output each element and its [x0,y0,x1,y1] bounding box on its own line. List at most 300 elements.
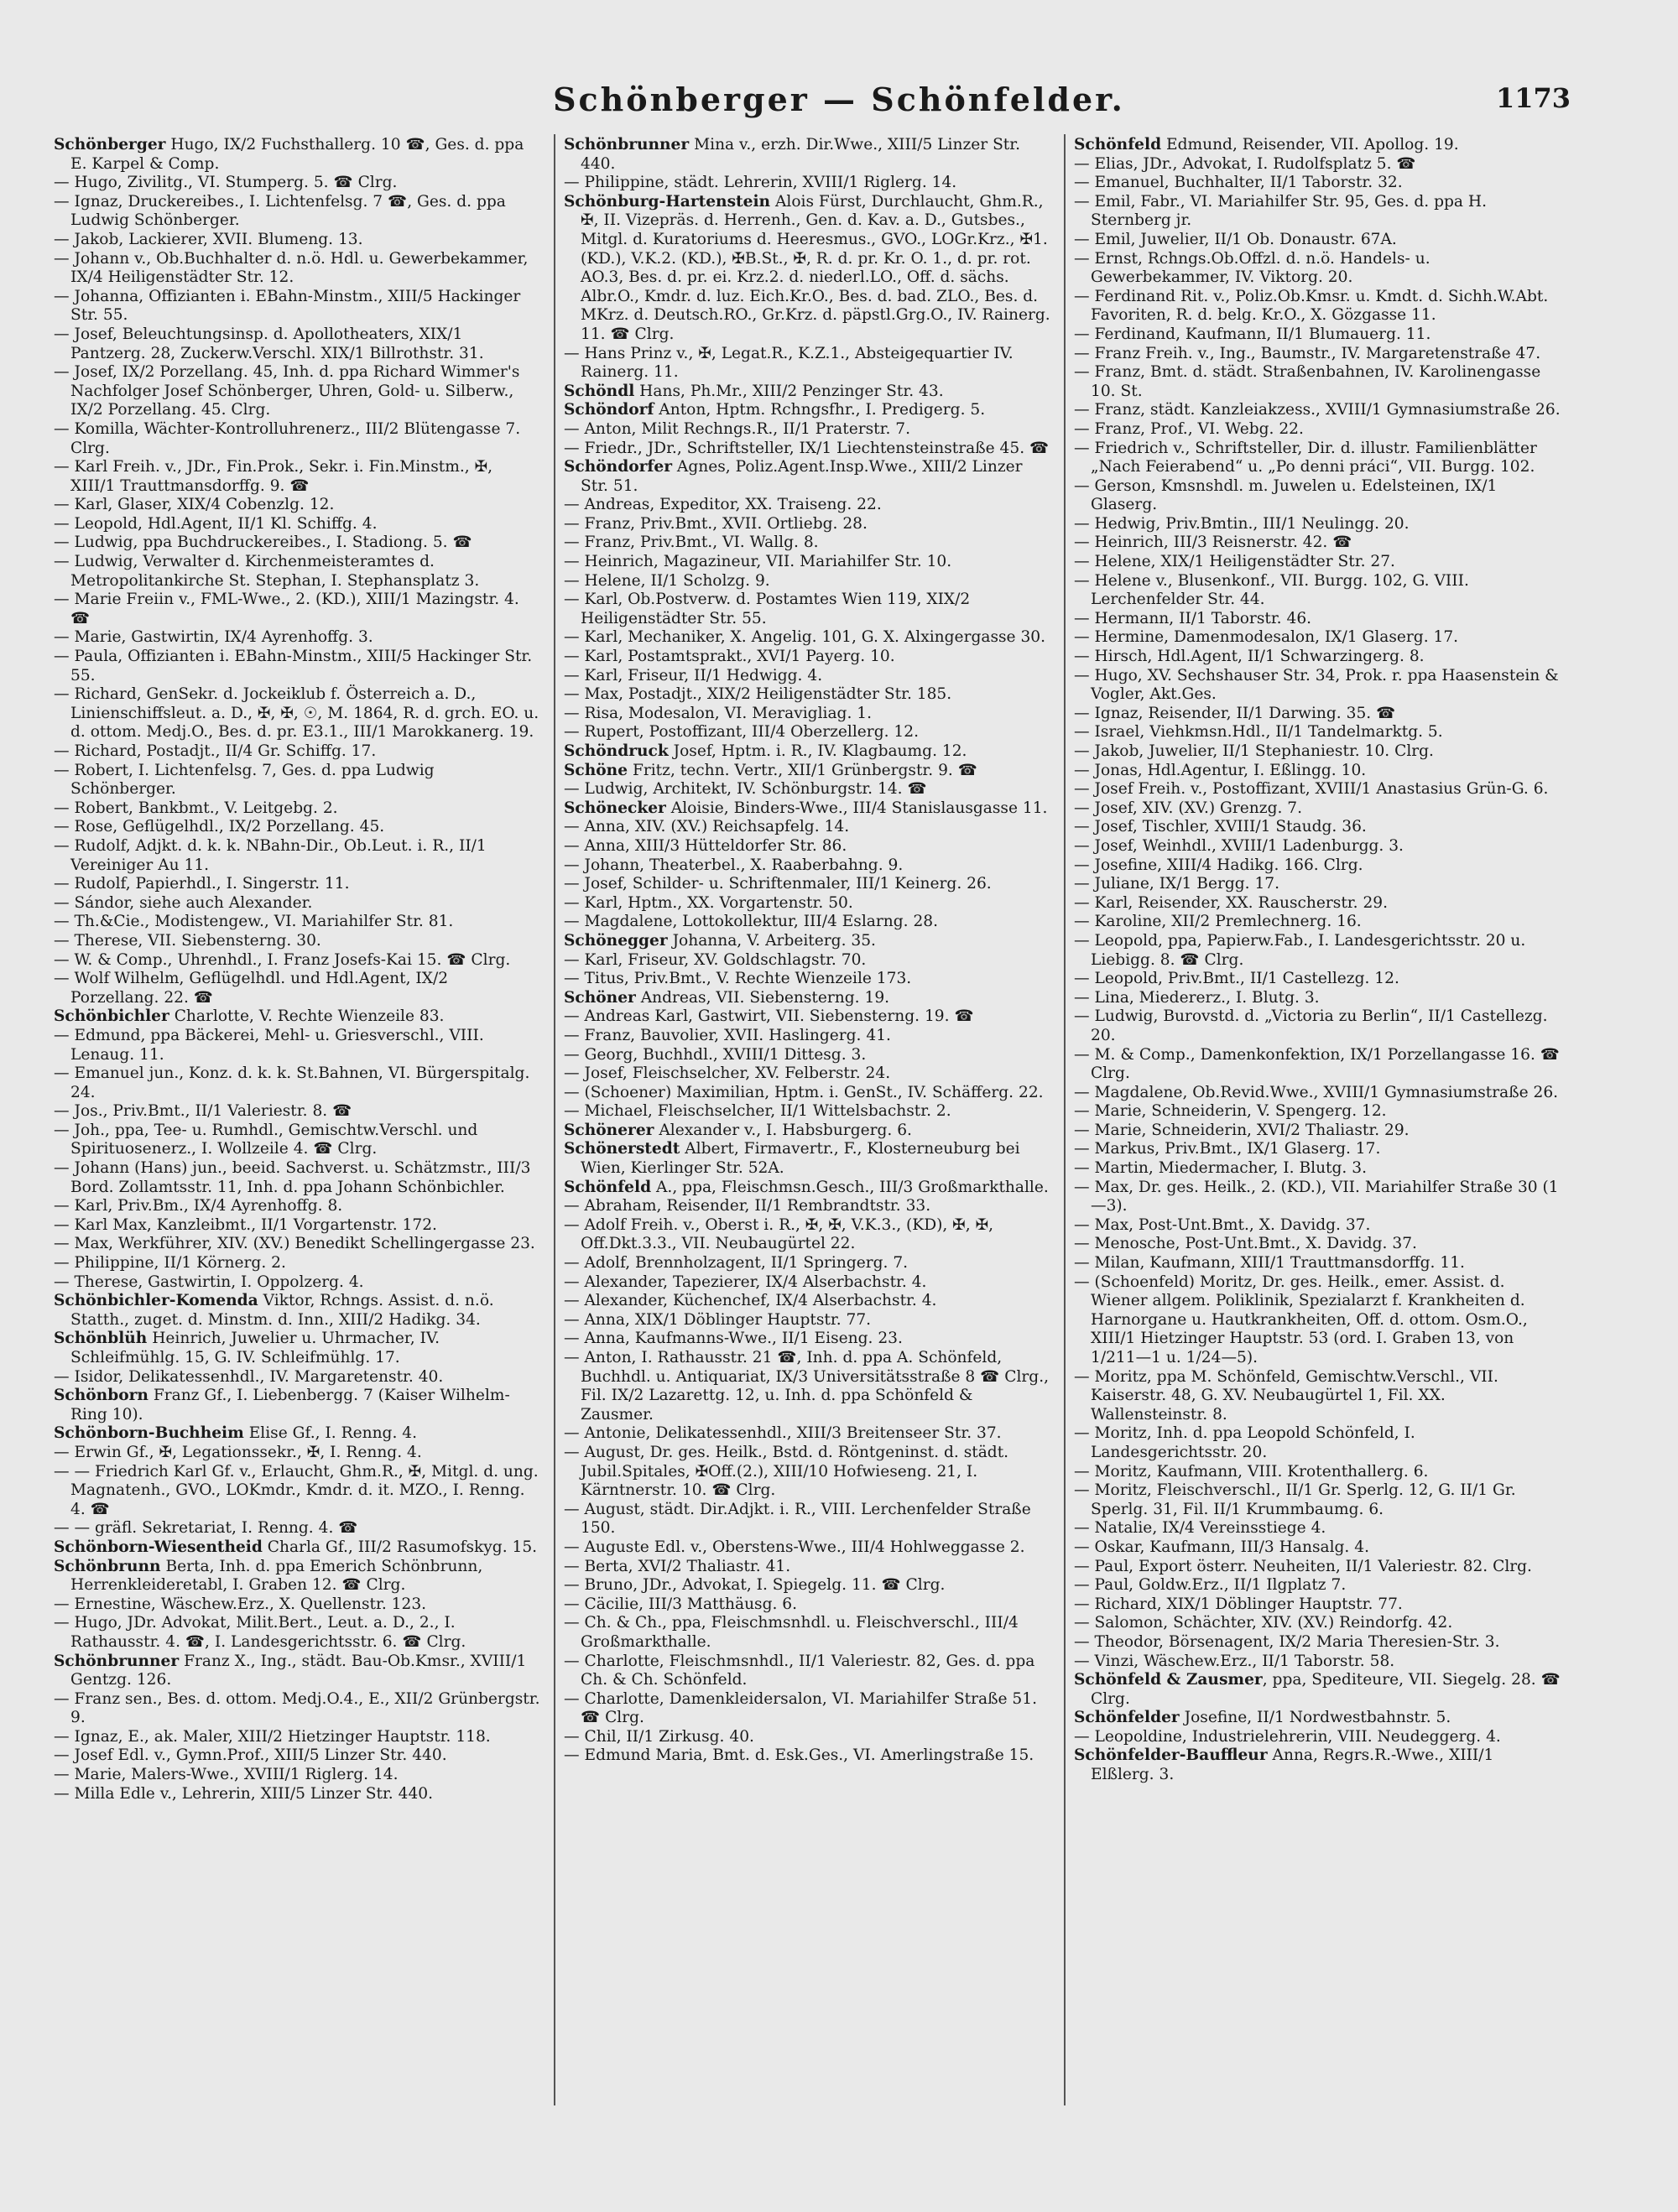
directory-entry [564,667,1050,686]
directory-entry [54,533,540,553]
directory-entry [1074,533,1561,553]
entry-details: — Max, Dr. ges. Heilk., 2. (KD.), VII. Mariahilfer Straße 30 (1—3). [1074,1178,1559,1215]
directory-entry [564,1102,1050,1122]
entry-surname: Schönbichler-Komenda [54,1292,258,1310]
entry-details: Elise Gf., I. Renng. 4. [243,1424,418,1443]
entry-surname: Schönborn-Wiesentheid [54,1538,263,1556]
entry-details: — Auguste Edl. v., Oberstens-Wwe., III/4 Hohlweggasse 2. [564,1538,1025,1556]
entry-details: — Joh., ppa, Tee- u. Rumhdl., Gemischtw.Verschl. und Spirituosenerz., I. Wollzeile 4. ☎ Clrg. [54,1121,478,1158]
directory-entry [564,1064,1050,1084]
entry-details: — — Friedrich Karl Gf. v., Erlaucht, Ghm.R., ✠, Mitgl. d. ung. Magnatenh., GVO., LOKmdr., Kmdr. d. it. MZO., I. Renng. 4. ☎ [54,1462,539,1518]
entry-details: — Vinzi, Wäschew.Erz., II/1 Taborstr. 58. [1074,1652,1395,1670]
directory-entry [1074,1140,1561,1159]
entry-details: Josefine, II/1 Nordwestbahnstr. 5. [1179,1709,1451,1727]
directory-entry [1074,1102,1561,1122]
directory-entry [54,515,540,534]
entry-details: — Josef, Schilder- u. Schriftenmaler, III/1 Keinerg. 26. [564,875,992,893]
entry-details: — Anton, Milit Rechngs.R., II/1 Praterstr. 7. [564,419,911,438]
entry-details: A., ppa, Fleischmsn.Gesch., III/3 Großmarkthalle. [651,1178,1049,1196]
entry-surname: Schönbichler [54,1007,169,1026]
entry-details: — Adolf, Brennholzagent, II/1 Springerg. 7. [564,1254,909,1273]
entry-details: Franz Gf., I. Liebenbergg. 7 (Kaiser Wilhelm-Ring 10). [70,1387,510,1423]
entry-details: — Ch. & Ch., ppa, Fleischmsnhdl. u. Fleischverschl., III/4 Großmarkthalle. [564,1614,1019,1651]
entry-details: Josef, Hptm. i. R., IV. Klagbaumg. 12. [668,742,967,760]
directory-entry [1074,894,1561,913]
entry-details: — Hedwig, Priv.Bmtin., III/1 Neulingg. 20. [1074,514,1410,533]
directory-entry [564,1728,1050,1747]
entry-details: — Friedr., JDr., Schriftsteller, IX/1 Liechtensteinstraße 45. ☎ [564,439,1050,457]
directory-entry [1074,1746,1561,1784]
entry-details: — Edmund, ppa Bäckerei, Mehl- u. Griesverschl., VIII. Lenaug. 11. [54,1026,484,1064]
entry-details: — Salomon, Schächter, XIV. (XV.) Reindorfg. 42. [1074,1614,1453,1632]
directory-entry [54,288,540,325]
entry-details: — Ignaz, E., ak. Maler, XIII/2 Hietzinger Hauptstr. 118. [54,1727,491,1746]
entry-surname: Schönberger [54,136,166,154]
entry-details: — Jakob, Lackierer, XVII. Blumeng. 13. [54,230,363,248]
directory-entry [1074,1084,1561,1103]
directory-entry [54,1519,540,1538]
entry-details: — Rose, Geflügelhdl., IX/2 Porzellang. 45. [54,818,385,836]
entry-details: — Hugo, Zivilitg., VI. Stumperg. 5. ☎ Clrg. [54,174,398,192]
entry-details: Heinrich, Juwelier u. Uhrmacher, IV. Schleifmühlg. 15, G. IV. Schleifmühlg. 17. [70,1330,440,1366]
entry-surname: Schönbrunner [564,136,690,154]
entry-details: — Heinrich, III/3 Reisnerstr. 42. ☎ [1074,533,1352,552]
directory-entry [1074,420,1561,440]
directory-entry [564,496,1050,515]
entry-details: — Hirsch, Hdl.Agent, II/1 Schwarzingerg. 8. [1074,648,1425,666]
entry-details: — Franz, Prof., VI. Webg. 22. [1074,419,1304,438]
directory-entry [54,1027,540,1064]
entry-details: — Ludwig, Architekt, IV. Schönburgstr. 14. ☎ [564,780,927,799]
directory-entry [564,1140,1050,1178]
entry-surname: Schönfelder [1074,1709,1180,1727]
directory-entry [54,250,540,288]
entry-details: — Marie, Malers-Wwe., XVIII/1 Riglerg. 14. [54,1766,399,1784]
entry-details: — Anton, I. Rathausstr. 21 ☎, Inh. d. ppa A. Schönfeld, Buchhdl. u. Antiquariat, IX/3 Universitätsstraße 8 ☎ Clrg., Fil. IX/2 Lazarettg. 12, u. Inh. d. ppa Schönfeld & Zausmer. [564,1349,1050,1423]
directory-entry [564,894,1050,913]
directory-entry [54,553,540,591]
column-3 [1074,136,1561,2149]
entry-details: — Max, Postadjt., XIX/2 Heiligenstädter Str. 185. [564,685,952,704]
entry-details: — M. & Comp., Damenkonfektion, IX/1 Porzellangasse 16. ☎ Clrg. [1074,1045,1560,1083]
directory-entry [564,970,1050,989]
column-divider [1064,134,1066,2105]
entry-surname: Schöndruck [564,742,669,760]
entry-details: — Karl, Priv.Bm., IX/4 Ayrenhoffg. 8. [54,1197,343,1215]
entry-details: — Karl, Reisender, XX. Rauscherstr. 29. [1074,893,1389,912]
directory-entry [564,1084,1050,1103]
directory-entry [54,1292,540,1330]
directory-entry [54,762,540,799]
directory-entry [564,1349,1050,1424]
directory-entry [54,1595,540,1615]
entry-details: — (Schoenfeld) Moritz, Dr. ges. Heilk., emer. Assist. d. Wiener allgem. Poliklinik, Spezialarzt f. Krankheiten d. Harnorgane u. Hautkrankheiten, Off. d. ottom. Osm.O., XIII/1 Hietzinger Hauptstr. 53 (ord. I. Graben 13, von 1/211—1 u. 1/24—5). [1074,1273,1528,1366]
entry-details: — Franz, Priv.Bmt., XVII. Ortliebg. 28. [564,514,868,533]
directory-entry [1074,136,1561,155]
entry-details: — Risa, Modesalon, VI. Meravigliag. 1. [564,704,873,722]
directory-entry [564,1197,1050,1216]
entry-details: — Paul, Export österr. Neuheiten, II/1 Valeriestr. 82. Clrg. [1074,1557,1532,1575]
entry-details: — Johann (Hans) jun., beeid. Sachverst. u. Schätzmstr., III/3 Bord. Zollamtsstr. 11, Inh. d. ppa Johann Schönbichler. [54,1159,531,1196]
directory-entry [54,1766,540,1785]
entry-surname: Schönerstedt [564,1140,680,1158]
directory-entry [54,174,540,193]
directory-entry [54,363,540,420]
entry-details: — Richard, GenSekr. d. Jockeiklub f. Österreich a. D., Linienschiffsleut. a. D., ✠, ✠, ☉, M. 1864, R. d. grch. EO. u. d. ottom. Medj.O., Bes. d. pr. E3.1., III/1 Marokkanerg. 19. [54,685,539,742]
entry-details: — Komilla, Wächter-Kontrolluhrenerz., III/2 Blütengasse 7. Clrg. [54,419,521,457]
directory-entry [54,1368,540,1387]
directory-entry [54,1652,540,1690]
entry-details: — Magdalene, Ob.Revid.Wwe., XVIII/1 Gymnasiumstraße 26. [1074,1083,1559,1101]
entry-surname: Schönecker [564,799,666,817]
entry-details: — Marie Freiin v., FML-Wwe., 2. (KD.), XIII/1 Mazingstr. 4. ☎ [54,591,519,627]
entry-details: — Moritz, Kaufmann, VIII. Krotenthallerg. 6. [1074,1462,1429,1481]
directory-entry [564,553,1050,572]
entry-surname: Schönbrunner [54,1652,180,1670]
entry-details: — Karoline, XII/2 Premlechnerg. 16. [1074,913,1362,931]
directory-entry [1074,970,1561,989]
directory-entry [1074,1576,1561,1595]
directory-entry [1074,742,1561,762]
entry-details: Agnes, Poliz.Agent.Insp.Wwe., XIII/2 Linzer Str. 51. [581,458,1023,495]
directory-entry [564,742,1050,762]
directory-entry [1074,401,1561,420]
directory-entry [54,818,540,837]
entry-details: Albert, Firmavertr., F., Klosterneuburg bei Wien, Kierlinger Str. 52A. [581,1140,1020,1178]
entry-details: — Helene, II/1 Scholzg. 9. [564,571,770,590]
directory-entry [564,533,1050,553]
entry-details: — Hermann, II/1 Taborstr. 46. [1074,609,1312,627]
entry-details: — Theodor, Börsenagent, IX/2 Maria Theresien-Str. 3. [1074,1632,1500,1651]
entry-details: — Natalie, IX/4 Vereinsstiege 4. [1074,1519,1326,1538]
directory-entry [1074,477,1561,515]
directory-entry [54,913,540,932]
directory-entry [1074,155,1561,174]
directory-entry [1074,174,1561,193]
directory-entry [54,136,540,174]
entry-details: — Bruno, JDr., Advokat, I. Spiegelg. 11. ☎ Clrg. [564,1576,946,1595]
directory-entry [1074,1424,1561,1462]
entry-details: — Karl, Mechaniker, X. Angelig. 101, G. X. Alxingergasse 30. [564,628,1046,647]
entry-details: — Anna, Kaufmanns-Wwe., II/1 Eiseng. 23. [564,1330,903,1348]
directory-entry [54,496,540,515]
entry-details: Franz X., Ing., städt. Bau-Ob.Kmsr., XVIII/1 Gentzg. 126. [70,1652,527,1689]
directory-entry [1074,1519,1561,1538]
entry-details: — Andreas, Expeditor, XX. Traiseng. 22. [564,496,882,514]
entry-details: — Th.&Cie., Modistengew., VI. Mariahilfer Str. 81. [54,913,454,931]
directory-entry [1074,610,1561,629]
entry-details: — Karl, Hptm., XX. Vorgartenstr. 50. [564,893,853,912]
entry-surname: Schönegger [564,931,668,950]
entry-surname: Schöner [564,988,636,1007]
entry-details: — Leopold, ppa, Papierw.Fab., I. Landesgerichtsstr. 20 u. Liebigg. 8. ☎ Clrg. [1074,931,1526,969]
directory-entry [1074,1481,1561,1519]
directory-entry [564,1046,1050,1065]
directory-entry [54,1102,540,1122]
directory-entry [564,951,1050,971]
directory-entry [54,875,540,894]
entry-surname: Schönerer [564,1121,654,1139]
column-1 [54,136,540,2149]
directory-entry [1074,1538,1561,1558]
entry-details: — Jonas, Hdl.Agentur, I. Eßlingg. 10. [1074,761,1367,779]
entry-details: — Karl Freih. v., JDr., Fin.Prok., Sekr. i. Fin.Minstm., ✠, XIII/1 Trauttmansdorffg. 9. ☎ [54,458,493,495]
entry-details: — Johanna, Offizianten i. EBahn-Minstm., XIII/5 Hackinger Str. 55. [54,287,521,325]
entry-details: — Moritz, ppa M. Schönfeld, Gemischtw.Verschl., VII. Kaiserstr. 48, G. XV. Neubaugürtel 1, Fil. XX. Wallensteinstr. 8. [1074,1367,1498,1423]
directory-entry [564,572,1050,591]
directory-entry [54,1216,540,1236]
entry-details: — Helene, XIX/1 Heiligenstädter Str. 27. [1074,553,1395,571]
entry-details: Berta, Inh. d. ppa Emerich Schönbrunn, Herrenkleideretabl, I. Graben 12. ☎ Clrg. [70,1557,483,1595]
entry-details: — W. & Comp., Uhrenhdl., I. Franz Josefs-Kai 15. ☎ Clrg. [54,950,511,969]
entry-details: — Moritz, Inh. d. ppa Leopold Schönfeld, I. Landesgerichtsstr. 20. [1074,1424,1415,1461]
directory-entry [564,401,1050,420]
entry-details: — Ferdinand, Kaufmann, II/1 Blumauerg. 11. [1074,325,1431,343]
entry-details: — Jakob, Juwelier, II/1 Stephaniestr. 10. Clrg. [1074,742,1434,760]
entry-details: — Magdalene, Lottokollektur, III/4 Eslarng. 28. [564,913,939,931]
entry-details: — Markus, Priv.Bmt., IX/1 Glaserg. 17. [1074,1140,1381,1158]
directory-entry [564,345,1050,383]
entry-details: — Helene v., Blusenkonf., VII. Burgg. 102, G. VIII. Lerchenfelder Str. 44. [1074,571,1469,609]
directory-entry [564,875,1050,894]
entry-surname: Schönblüh [54,1330,148,1348]
directory-entry [1074,1633,1561,1652]
entry-details: — Josef, Fleischselcher, XV. Felberstr. 24. [564,1064,891,1083]
entry-surname: Schöndorf [564,401,654,419]
directory-entry [564,1292,1050,1311]
entry-details: Anton, Hptm. Rchngsfhr., I. Predigerg. 5. [654,401,986,419]
entry-details: — Paul, Goldw.Erz., II/1 Ilgplatz 7. [1074,1576,1347,1595]
directory-entry [564,723,1050,742]
directory-entry [54,1463,540,1520]
entry-details: — Josef Edl. v., Gymn.Prof., XIII/5 Linzer Str. 440. [54,1746,447,1765]
directory-entry [54,894,540,913]
entry-details: — Josef, XIV. (XV.) Grenzg. 7. [1074,799,1303,817]
entry-details: Hugo, IX/2 Fuchsthallerg. 10 ☎, Ges. d. ppa E. Karpel & Comp. [70,136,524,173]
entry-details: — Anna, XIV. (XV.) Reichsapfelg. 14. [564,818,850,836]
column-divider [554,134,555,2105]
entry-details: — Gerson, Kmsnshdl. m. Juwelen u. Edelsteinen, IX/1 Glaserg. [1074,476,1498,514]
directory-entry [564,1576,1050,1595]
entry-details: — Franz Freih. v., Ing., Baumstr., IV. Margaretenstraße 47. [1074,344,1541,362]
entry-details: — Erwin Gf., ✠, Legationssekr., ✠, I. Renng. 4. [54,1443,422,1461]
directory-entry [54,1235,540,1254]
entry-surname: Schönborn [54,1387,149,1405]
directory-entry [564,1122,1050,1141]
entry-details: — Josef, Beleuchtungsinsp. d. Apollotheaters, XIX/1 Pantzerg. 28, Zuckerw.Verschl. XIX/1 Billrothstr. 31. [54,325,484,362]
directory-entry [564,799,1050,819]
entry-details: — Karl, Friseur, XV. Goldschlagstr. 70. [564,950,867,969]
entry-details: — Franz, Priv.Bmt., VI. Wallg. 8. [564,533,819,552]
entry-details: — Edmund Maria, Bmt. d. Esk.Ges., VI. Amerlingstraße 15. [564,1746,1034,1765]
directory-entry [1074,837,1561,856]
entry-details: Viktor, Rchngs. Assist. d. n.ö. Statth., zuget. d. Minstm. d. Inn., XIII/2 Hadikg. 34. [70,1292,494,1329]
directory-entry [564,1501,1050,1538]
entry-details: Fritz, techn. Vertr., XII/1 Grünbergstr. 9. ☎ [628,761,977,779]
entry-details: — Josef, Weinhdl., XVIII/1 Ladenburgg. 3. [1074,836,1404,855]
entry-details: — (Schoener) Maximilian, Hptm. i. GenSt., IV. Schäfferg. 22. [564,1083,1044,1101]
directory-entry [1074,818,1561,837]
entry-details: — Ferdinand Rit. v., Poliz.Ob.Kmsr. u. Kmdt. d. Sichh.W.Abt. Favoriten, R. d. belg. Kr.O., X. Gözgasse 11. [1074,287,1549,325]
entry-details: — Karl, Glaser, XIX/4 Cobenzlg. 12. [54,496,335,514]
entry-details: — Robert, Bankbmt., V. Leitgebg. 2. [54,799,338,817]
entry-details: — Max, Post-Unt.Bmt., X. Davidg. 37. [1074,1215,1371,1234]
directory-entry [1074,1216,1561,1236]
directory-entry [1074,231,1561,250]
entry-details: — Hans Prinz v., ✠, Legat.R., K.Z.1., Absteigequartier IV. Rainerg. 11. [564,344,1014,382]
entry-details: — Antonie, Delikatessenhdl., XIII/3 Breitenseer Str. 37. [564,1424,1002,1443]
directory-entry [564,1538,1050,1558]
entry-details: — Heinrich, Magazineur, VII. Mariahilfer Str. 10. [564,553,952,571]
entry-surname: Schönbrunn [54,1557,161,1575]
directory-entry [564,193,1050,345]
directory-entry [54,1424,540,1444]
directory-entry [564,762,1050,781]
entry-details: — Cäcilie, III/3 Matthäusg. 6. [564,1595,798,1613]
directory-entry [54,1746,540,1766]
directory-entry [564,989,1050,1008]
entry-surname: Schönfeld & Zausmer [1074,1671,1263,1689]
directory-entry [1074,1595,1561,1615]
directory-entry [564,628,1050,648]
directory-entry [1074,1235,1561,1254]
entry-details: — Josef, IX/2 Porzellang. 45, Inh. d. ppa Richard Wimmer's Nachfolger Josef Schönberger, Uhren, Gold- u. Silberw., IX/2 Porzellang. 45. Clrg. [54,363,520,419]
directory-entry [54,1387,540,1424]
entry-details: — Elias, JDr., Advokat, I. Rudolfsplatz 5. ☎ [1074,154,1416,173]
directory-entry [54,420,540,458]
directory-entry [1074,345,1561,364]
directory-entry [1074,667,1561,705]
directory-entry [1074,1558,1561,1577]
entry-details: — Israel, Viehkmsn.Hdl., II/1 Tandelmarktg. 5. [1074,723,1443,742]
directory-entry [1074,856,1561,876]
entry-details: — Johann v., Ob.Buchhalter d. n.ö. Hdl. u. Gewerbekammer, IX/4 Heiligenstädter Str. 12. [54,249,529,287]
entry-details: — Karl, Friseur, II/1 Hedwigg. 4. [564,666,823,684]
entry-details: — Emanuel jun., Konz. d. k. k. St.Bahnen, VI. Bürgerspitalg. 24. [54,1064,530,1101]
entry-details: — Michael, Fleischselcher, II/1 Wittelsbachstr. 2. [564,1102,951,1121]
entry-details: — Titus, Priv.Bmt., V. Rechte Wienzeile 173. [564,970,912,988]
directory-entry [1074,1728,1561,1747]
directory-entry [54,685,540,742]
entry-details: — — gräfl. Sekretariat, I. Renng. 4. ☎ [54,1519,358,1538]
directory-entry [564,1424,1050,1444]
entry-details: — Milan, Kaufmann, XIII/1 Trauttmansdorffg. 11. [1074,1254,1465,1273]
directory-entry [1074,1254,1561,1273]
entry-details: — Alexander, Tapezierer, IX/4 Alserbachstr. 4. [564,1273,927,1291]
directory-entry [54,799,540,819]
entry-details: — Franz, Bmt. d. städt. Straßenbahnen, IV. Karolinengasse 10. St. [1074,363,1541,400]
directory-entry [564,913,1050,932]
directory-entry [54,1064,540,1102]
entry-details: — Marie, Schneiderin, XVI/2 Thaliastr. 29. [1074,1121,1410,1139]
entry-details: — Hermine, Damenmodesalon, IX/1 Glaserg. 17. [1074,628,1459,647]
entry-details: — Chil, II/1 Zirkusg. 40. [564,1727,754,1746]
directory-entry [564,1027,1050,1046]
entry-details: — Philippine, städt. Lehrerin, XVIII/1 Riglerg. 14. [564,174,957,192]
directory-entry [564,383,1050,402]
column-2 [564,136,1050,2149]
entry-details: — Marie, Gastwirtin, IX/4 Ayrenhoffg. 3. [54,628,373,647]
entry-surname: Schönburg-Hartenstein [564,192,771,211]
directory-entry [1074,989,1561,1008]
entry-details: — Leopold, Priv.Bmt., II/1 Castellezg. 12. [1074,970,1399,988]
directory-entry [1074,1179,1561,1216]
entry-surname: Schönfelder-Bauffleur [1074,1746,1268,1765]
directory-entry [54,1538,540,1558]
directory-entry [564,705,1050,724]
entry-details: — Rudolf, Adjkt. d. k. k. NBahn-Dir., Ob.Leut. i. R., II/1 Vereiniger Au 11. [54,836,487,874]
directory-entry [1074,1652,1561,1672]
directory-entry [564,591,1050,628]
directory-entry [564,1690,1050,1728]
directory-entry [54,1007,540,1027]
entry-details: — Sándor, siehe auch Alexander. [54,893,313,912]
directory-entry [54,1558,540,1595]
entry-surname: Schöne [564,761,628,779]
entry-details: — Karl Max, Kanzleibmt., II/1 Vorgartenstr. 172. [54,1215,437,1234]
entry-details: — Therese, VII. Siebensterng. 30. [54,931,321,950]
directory-entry [564,1652,1050,1690]
directory-entry [564,932,1050,951]
entry-details: — Richard, Postadjt., II/4 Gr. Schiffg. 17. [54,742,377,760]
entry-details: — Franz, Bauvolier, XVII. Haslingerg. 41. [564,1026,891,1044]
entry-details: — Ignaz, Reisender, II/1 Darwing. 35. ☎ [1074,704,1396,722]
directory-entry [1074,1368,1561,1425]
directory-entry [564,136,1050,174]
directory-entry [1074,1122,1561,1141]
directory-entry [1074,250,1561,288]
entry-details: Edmund, Reisender, VII. Apollog. 19. [1161,136,1459,154]
directory-entry [54,193,540,231]
entry-details: — Ludwig, ppa Buchdruckereibes., I. Stadiong. 5. ☎ [54,533,472,552]
directory-entry [1074,1046,1561,1084]
entry-details: — Ernestine, Wäschew.Erz., X. Quellenstr. 123. [54,1595,427,1613]
entry-details: — Johann, Theaterbel., X. Raaberbahng. 9. [564,856,904,874]
entry-details: — Ignaz, Druckereibes., I. Lichtenfelsg. 7 ☎, Ges. d. ppa Ludwig Schönberger. [54,192,506,230]
entry-details: — Leopold, Hdl.Agent, II/1 Kl. Schiffg. 4. [54,514,378,533]
directory-entry [564,1330,1050,1349]
directory-entry [54,1254,540,1273]
entry-surname: Schönfeld [564,1178,652,1196]
directory-entry [54,1728,540,1747]
directory-entry [564,1558,1050,1577]
entry-details: — Juliane, IX/1 Bergg. 17. [1074,875,1280,893]
entry-details: — Alexander, Küchenchef, IX/4 Alserbachstr. 4. [564,1292,937,1310]
entry-details: — Berta, XVI/2 Thaliastr. 41. [564,1557,791,1575]
entry-details: — Emil, Juwelier, II/1 Ob. Donaustr. 67A. [1074,230,1397,248]
entry-details: — Karl, Ob.Postverw. d. Postamtes Wien 119, XIX/2 Heiligenstädter Str. 55. [564,591,971,627]
directory-entry [1074,440,1561,477]
entry-details: — Anna, XIII/3 Hütteldorfer Str. 86. [564,836,847,855]
entry-details: — Robert, I. Lichtenfelsg. 7, Ges. d. ppa Ludwig Schönberger. [54,761,435,799]
directory-entry [564,515,1050,534]
entry-details: Anna, Regrs.R.-Wwe., XIII/1 Elßlerg. 3. [1091,1746,1494,1784]
directory-entry [1074,648,1561,667]
directory-entry [54,970,540,1007]
directory-entry [1074,723,1561,742]
entry-details: — Karl, Postamtsprakt., XVI/1 Payerg. 10. [564,648,895,666]
entry-details: — Georg, Buchhdl., XVIII/1 Dittesg. 3. [564,1045,867,1064]
entry-details: — Franz sen., Bes. d. ottom. Medj.O.4., E., XII/2 Grünbergstr. 9. [54,1689,540,1727]
entry-details: — Martin, Miedermacher, I. Blutg. 3. [1074,1159,1367,1178]
entry-details: — Josef, Tischler, XVIII/1 Staudg. 36. [1074,818,1367,836]
directory-entry [1074,553,1561,572]
directory-entry [54,1690,540,1728]
directory-entry [564,1614,1050,1652]
directory-entry [564,1273,1050,1293]
directory-entry [1074,705,1561,724]
directory-entry [54,458,540,496]
